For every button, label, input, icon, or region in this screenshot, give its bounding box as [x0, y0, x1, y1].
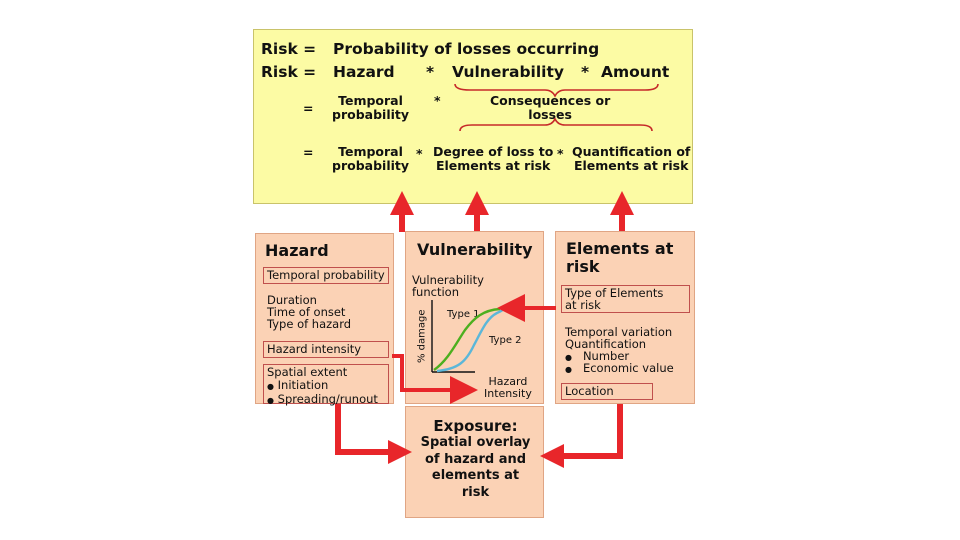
risk-line2-star1: * — [426, 63, 435, 81]
vulnerability-chart — [432, 300, 506, 372]
hazard-type-of-hazard: Type of hazard — [267, 317, 352, 331]
elements-title: Elements at risk — [566, 239, 674, 276]
vulnerability-title: Vulnerability — [417, 240, 533, 259]
bullet-icon: ● — [565, 353, 572, 362]
brace-vulnerability-amount — [455, 84, 658, 96]
exposure-body: Spatial overlay of hazard and elements at risk — [420, 435, 531, 500]
elements-economic-value: Economic value — [582, 361, 674, 375]
vulnerability-y-axis-label: % damage — [416, 309, 428, 364]
type2-label: Type 2 — [489, 335, 522, 346]
bullet-icon: ● — [267, 381, 274, 391]
bullet-icon: ● — [267, 396, 274, 405]
arrow-hazard-to-exposure — [338, 404, 400, 452]
risk-line4-quant: Quantification of Elements at risk — [572, 144, 691, 173]
risk-line3-consequences: Consequences or losses — [490, 93, 611, 122]
brace-consequences — [460, 119, 652, 131]
risk-line1-lhs: Risk = — [261, 40, 317, 58]
risk-line4-temporal: Temporal probability — [332, 144, 410, 173]
risk-line2-lhs: Risk = — [261, 63, 317, 81]
risk-line3-eq: = — [303, 101, 314, 116]
bullet-icon: ● — [565, 365, 572, 374]
elements-quantification: Quantification — [565, 337, 647, 351]
elements-number: Number — [582, 349, 630, 363]
risk-line3-star: * — [434, 93, 441, 108]
risk-line2-amount: Amount — [601, 63, 670, 81]
risk-line1-rhs: Probability of losses occurring — [333, 40, 600, 58]
risk-line4-star2: * — [557, 146, 564, 161]
type2-curve — [437, 308, 506, 371]
risk-line3-temporal: Temporal probability — [332, 93, 410, 122]
vulnerability-x-axis-label: Hazard Intensity — [484, 375, 532, 400]
hazard-spreading: Spreading/runout — [277, 392, 378, 406]
hazard-spatial-extent: Spatial extent — [267, 365, 348, 379]
elements-location: Location — [561, 383, 653, 400]
hazard-title: Hazard — [265, 241, 329, 260]
arrow-elements-to-exposure — [552, 404, 620, 456]
exposure-title: Exposure: — [433, 417, 518, 435]
elements-temporal-variation: Temporal variation — [565, 325, 673, 339]
hazard-intensity: Hazard intensity — [263, 341, 389, 358]
arrows — [338, 203, 622, 456]
hazard-temporal-probability: Temporal probability — [263, 267, 389, 284]
risk-line4-eq: = — [303, 145, 314, 160]
hazard-time-of-onset: Time of onset — [267, 305, 346, 319]
risk-line2-star2: * — [581, 63, 590, 81]
risk-line2-vulnerability: Vulnerability — [452, 63, 564, 81]
risk-line2-hazard: Hazard — [333, 63, 395, 81]
type1-label: Type 1 — [447, 309, 480, 320]
hazard-duration: Duration — [267, 293, 317, 307]
risk-line4-degree: Degree of loss to Elements at risk — [433, 144, 554, 173]
elements-type-of-elements: Type of Elements at risk — [561, 285, 690, 313]
risk-line4-star1: * — [416, 146, 423, 161]
hazard-initiation: Initiation — [277, 377, 329, 392]
arrow-hazard-intensity-to-chart — [392, 356, 470, 390]
vulnerability-function-label: Vulnerability function — [412, 273, 484, 299]
